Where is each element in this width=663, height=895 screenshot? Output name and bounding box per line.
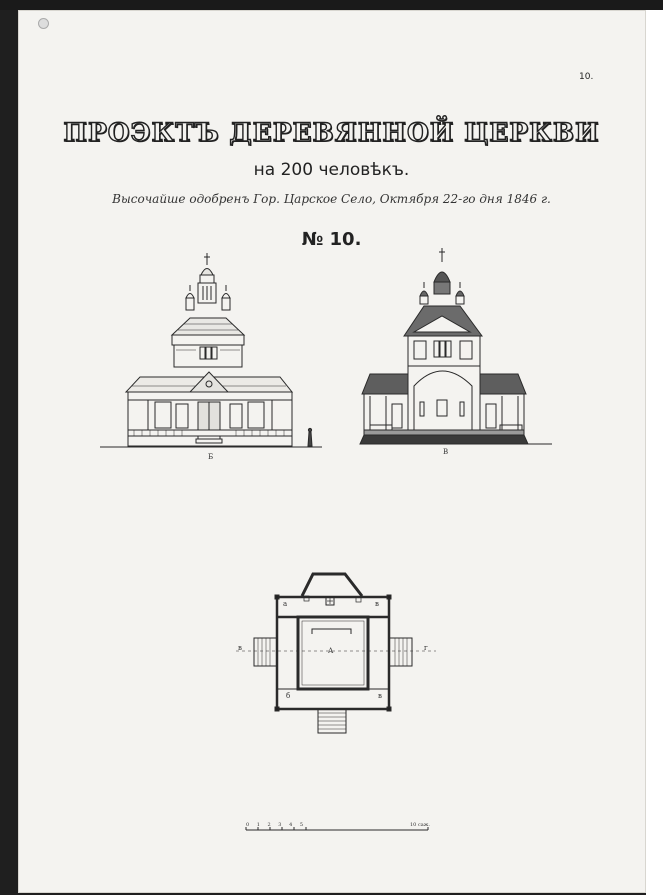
plan-label-b-left: б: [286, 692, 291, 700]
front-elevation-drawing: [100, 253, 322, 447]
plan-label-c-left: в: [238, 644, 242, 652]
scale-digits: 0 1 2 3 4 5: [246, 822, 307, 828]
page-number: 10.: [579, 72, 594, 82]
approval-note: Высочайше одобренъ Гор. Царское Село, Октября 22-го дня 1846 г.: [112, 192, 551, 206]
floor-plan-drawing: [236, 574, 436, 733]
page-subtitle: на 200 человѣкъ.: [253, 160, 410, 180]
plan-label-c-right: в: [378, 692, 382, 700]
section-label: В: [443, 448, 449, 456]
front-elevation-label: Б: [208, 453, 214, 461]
plan-label-b-right: г: [424, 644, 428, 652]
plan-label-a-right: в: [375, 600, 379, 608]
plan-label-center: А: [328, 647, 334, 655]
plan-label-a-left: а: [283, 600, 288, 608]
project-number: № 10.: [301, 229, 362, 250]
scale-unit: 10 саж.: [410, 822, 430, 828]
page-title: ПРОЭКТЪ ДЕРЕВЯННОЙ ЦЕРКВИ: [63, 118, 600, 147]
section-drawing: [360, 248, 552, 444]
